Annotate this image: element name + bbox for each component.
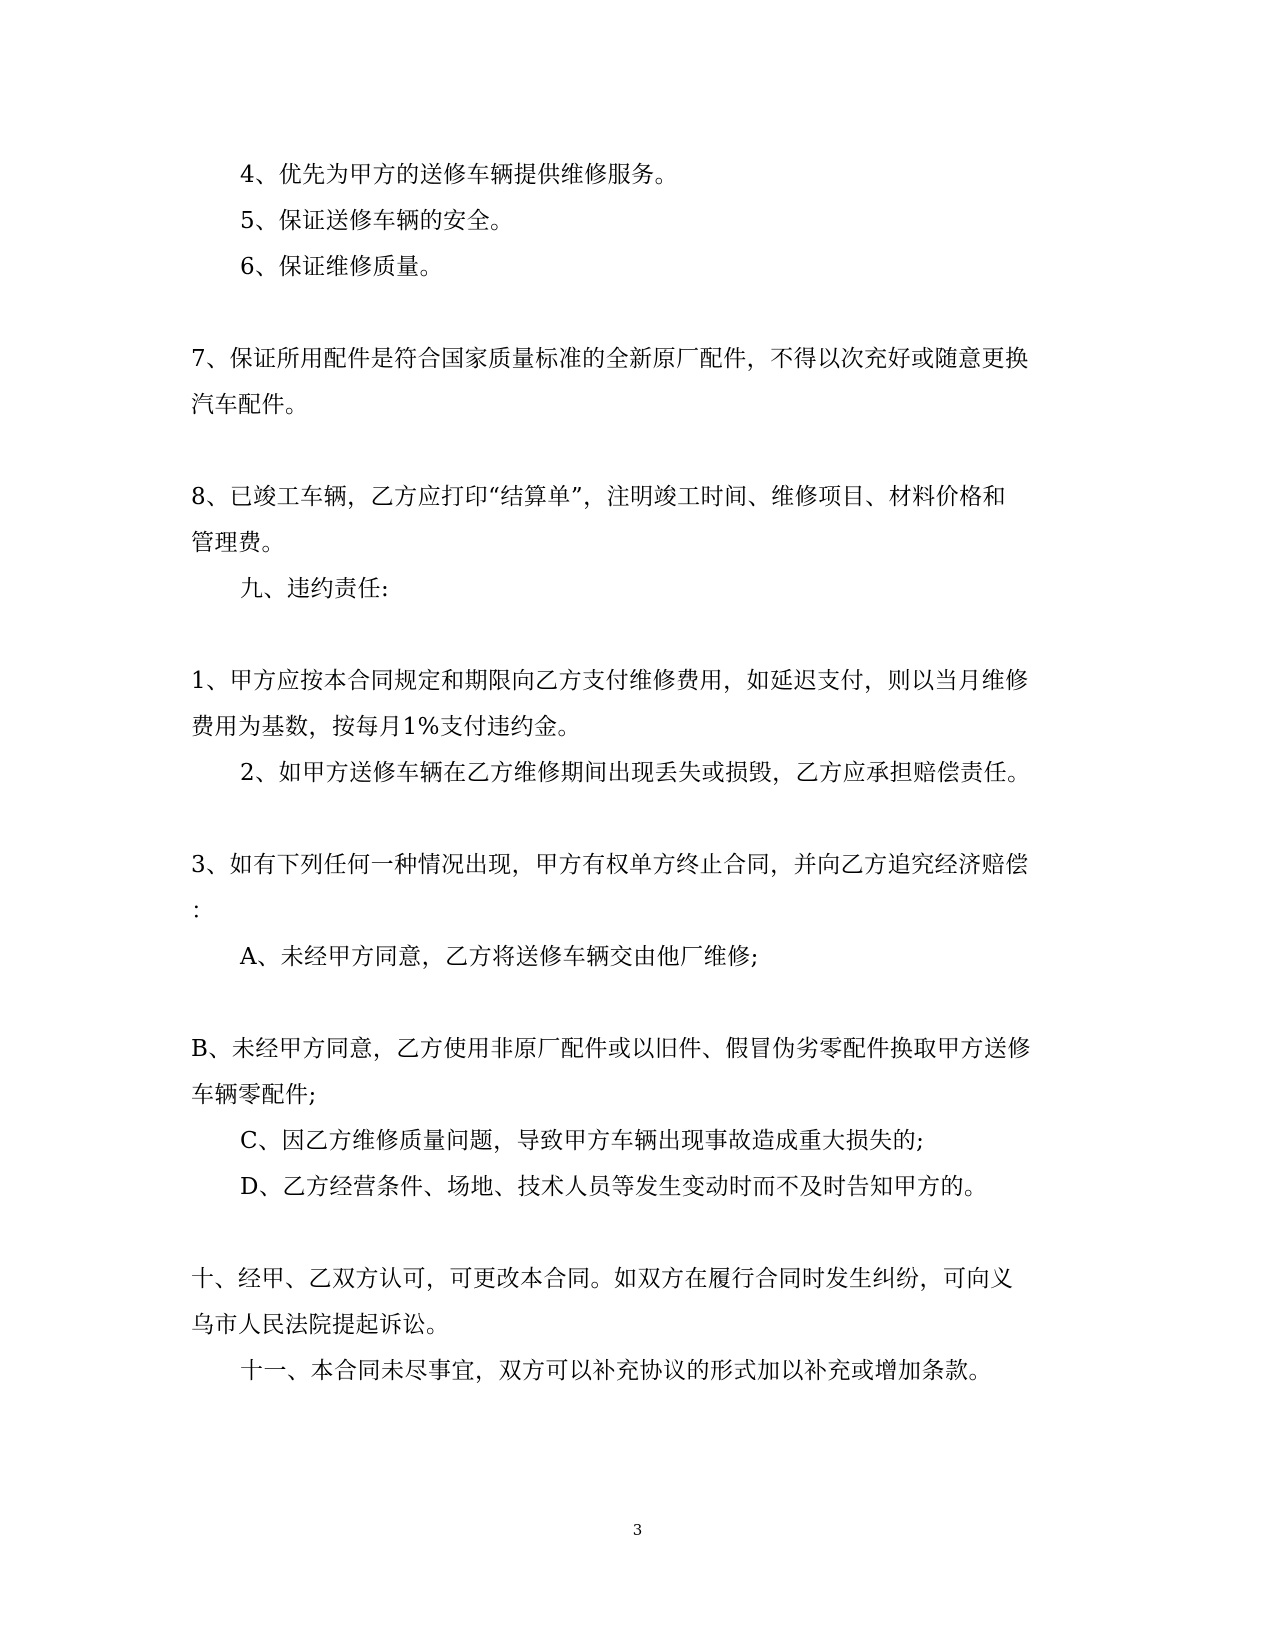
clause-4: 4、优先为甲方的送修车辆提供维修服务。 — [240, 162, 679, 188]
section-11: 十一、本合同未尽事宜，双方可以补充协议的形式加以补充或增加条款。 — [240, 1358, 992, 1384]
breach-1-line-1: 1、甲方应按本合同规定和期限向乙方支付维修费用，如延迟支付，则以当月维修 — [191, 668, 1029, 694]
clause-7-line-2: 汽车配件。 — [191, 392, 309, 418]
breach-3-item-d: D、乙方经营条件、场地、技术人员等发生变动时而不及时告知甲方的。 — [240, 1174, 988, 1200]
breach-3-line-2: ： — [191, 898, 215, 924]
clause-8-line-2: 管理费。 — [191, 530, 285, 556]
clause-6: 6、保证维修质量。 — [240, 254, 444, 280]
breach-3-line-1: 3、如有下列任何一种情况出现，甲方有权单方终止合同，并向乙方追究经济赔偿 — [191, 852, 1029, 878]
clause-7-line-1: 7、保证所用配件是符合国家质量标准的全新原厂配件，不得以次充好或随意更换 — [191, 346, 1029, 372]
clause-8-line-1: 8、已竣工车辆，乙方应打印“结算单”，注明竣工时间、维修项目、材料价格和 — [191, 484, 1007, 510]
breach-1-line-2: 费用为基数，按每月1%支付违约金。 — [191, 714, 581, 740]
clause-5: 5、保证送修车辆的安全。 — [240, 208, 514, 234]
page-number: 3 — [632, 1521, 643, 1539]
section-10-line-2: 乌市人民法院提起诉讼。 — [191, 1312, 450, 1338]
breach-3-item-c: C、因乙方维修质量问题，导致甲方车辆出现事故造成重大损失的; — [240, 1128, 925, 1154]
section-9-heading: 九、违约责任: — [240, 576, 390, 602]
breach-2: 2、如甲方送修车辆在乙方维修期间出现丢失或损毁，乙方应承担赔偿责任。 — [240, 760, 1031, 786]
section-10-line-1: 十、经甲、乙双方认可，可更改本合同。如双方在履行合同时发生纠纷，可向义 — [191, 1266, 1014, 1292]
breach-3-item-a: A、未经甲方同意，乙方将送修车辆交由他厂维修; — [240, 944, 759, 970]
breach-3-item-b-line-1: B、未经甲方同意，乙方使用非原厂配件或以旧件、假冒伪劣零配件换取甲方送修 — [191, 1036, 1031, 1062]
breach-3-item-b-line-2: 车辆零配件; — [191, 1082, 317, 1108]
